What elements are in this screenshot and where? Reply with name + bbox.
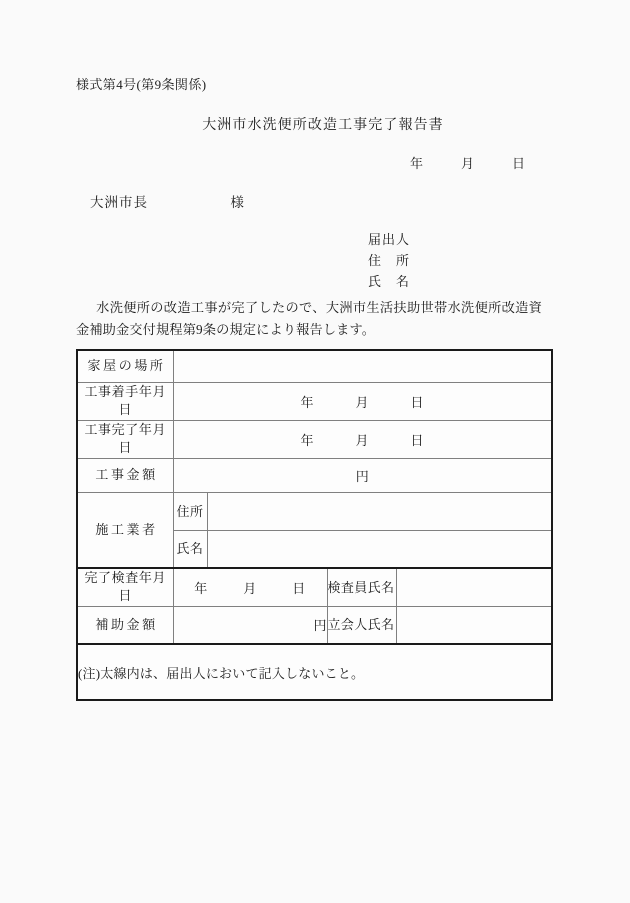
work-end-day-label: 日 [410, 432, 425, 448]
work-end-year-label: 年 [300, 432, 314, 448]
label-witness-name: 立会人氏名 [327, 606, 396, 644]
header-date-line [410, 153, 526, 172]
field-house-location[interactable] [173, 350, 552, 382]
body-paragraph-text: 水洗便所の改造工事が完了したので、大洲市生活扶助世帯水洗便所改造資金補助金交付規程第9条の規定により報告します。 [76, 300, 542, 337]
field-subsidy-amount[interactable] [173, 606, 327, 644]
label-contractor-address: 住所 [173, 492, 207, 530]
inspection-month-label: 月 [243, 580, 257, 596]
work-end-month-label: 月 [355, 432, 369, 448]
field-work-amount[interactable] [173, 458, 552, 492]
inspection-year-label: 年 [194, 580, 208, 596]
table-row-note [77, 644, 552, 700]
field-inspector-name[interactable] [396, 568, 552, 606]
label-subsidy-amount: 補助金額 [77, 606, 173, 644]
label-inspection-date: 完了検査年月日 [77, 568, 173, 606]
submitter-name-label: 氏 名 [368, 274, 411, 289]
table-row-work-start-date [77, 382, 552, 420]
report-form-table [76, 349, 553, 701]
table-row-inspection-date [77, 568, 552, 606]
work-amount-unit: 円 [355, 468, 369, 484]
field-witness-name[interactable] [396, 606, 552, 644]
label-work-end-date: 工事完了年月日 [77, 420, 173, 458]
header-day-label: 日 [512, 156, 526, 171]
field-contractor-address[interactable] [207, 492, 552, 530]
table-row-work-end-date [77, 420, 552, 458]
addressee-honorific: 様 [230, 195, 245, 210]
table-row-house-location [77, 350, 552, 382]
work-start-year-label: 年 [300, 394, 314, 410]
label-house-location: 家屋の場所 [77, 350, 173, 382]
form-number: 様式第4号(第9条関係) [76, 77, 207, 92]
subsidy-amount-unit: 円 [313, 618, 327, 634]
label-contractor: 施工業者 [77, 492, 173, 568]
work-start-day-label: 日 [410, 394, 425, 410]
body-paragraph [76, 297, 542, 341]
header-month-label: 月 [461, 156, 475, 171]
field-work-start-date[interactable] [173, 382, 552, 420]
label-contractor-name: 氏名 [173, 530, 207, 568]
submitter-address-label: 住 所 [368, 253, 411, 268]
submitter-block [368, 229, 410, 292]
addressee [90, 191, 245, 211]
field-inspection-date[interactable] [173, 568, 327, 606]
header-year-label: 年 [410, 156, 424, 171]
work-start-month-label: 月 [355, 394, 369, 410]
table-row-contractor-address [77, 492, 552, 530]
submitter-heading: 届出人 [368, 232, 411, 247]
field-work-end-date[interactable] [173, 420, 552, 458]
label-inspector-name: 検査員氏名 [327, 568, 396, 606]
note-text: (注)太線内は、届出人において記入しないこと。 [77, 644, 552, 700]
field-contractor-name[interactable] [207, 530, 552, 568]
label-work-amount: 工事金額 [77, 458, 173, 492]
label-work-start-date: 工事着手年月日 [77, 382, 173, 420]
table-row-subsidy-amount [77, 606, 552, 644]
addressee-name: 大洲市長 [90, 195, 148, 210]
inspection-day-label: 日 [292, 580, 306, 596]
document-title: 大洲市水洗便所改造工事完了報告書 [202, 118, 444, 133]
table-row-work-amount [77, 458, 552, 492]
